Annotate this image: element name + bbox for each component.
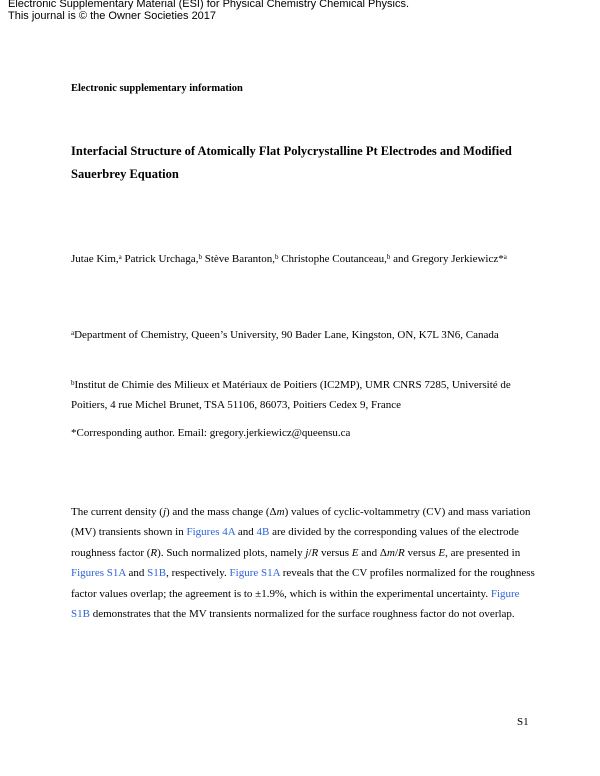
- math-var: R: [150, 546, 158, 559]
- affiliation-marker: b: [386, 253, 391, 261]
- text-run: and: [235, 526, 257, 539]
- text-run: /: [394, 546, 399, 559]
- affiliation-marker: a: [503, 253, 507, 261]
- affiliation-text: Institut de Chimie des Milieux et Matériaux de Poitiers (IC2MP), UMR CNRS 7285, Université de Poitiers, 4 rue Michel Brunet, TSA 51106, 86073, Poitiers Cedex 9, France: [71, 379, 511, 411]
- esi-journal-header: [8, 0, 409, 22]
- affiliation-marker: b: [71, 379, 75, 387]
- page-number: S1: [517, 716, 529, 728]
- math-var: R: [398, 546, 405, 559]
- text-run: are divided by the corresponding values of the electrode roughness factor (: [71, 526, 519, 559]
- author-name: Patrick Urchaga,: [121, 253, 199, 265]
- math-var: j: [162, 506, 166, 518]
- text-run: demonstrates that the MV transients normalized for the surface roughness factor do not overlap.: [89, 608, 515, 621]
- affiliation-marker: a: [71, 329, 75, 337]
- text-run: and: [125, 567, 148, 580]
- text-run: and Δ: [358, 546, 387, 559]
- text-run: reveals that the CV profiles normalized for the roughness factor values overlap; the agreement is to ±1.9%, which is within the experimental uncertainty.: [71, 567, 535, 600]
- text-run: ). Such normalized plots, namely: [157, 546, 306, 559]
- text-run: ) values of cyclic-voltammetry (CV) and mass variation (MV) transients shown in: [71, 506, 531, 539]
- paper-title: Interfacial Structure of Atomically Flat Polycrystalline Pt Electrodes and Modified Sauerbrey Equation: [71, 144, 512, 181]
- affiliation-marker: b: [198, 253, 202, 261]
- math-var: m: [276, 506, 285, 518]
- affiliation-b: [71, 375, 541, 415]
- figure-s1a-link[interactable]: Figures S1A: [71, 567, 126, 580]
- esi-label: Electronic supplementary information: [71, 83, 243, 94]
- corresponding-author: *Corresponding author. Email: gregory.jerkiewicz@queensu.ca: [71, 427, 351, 439]
- text-run: /: [308, 546, 312, 559]
- text-run: The current density (: [71, 506, 163, 518]
- affiliation-text: Department of Chemistry, Queen’s University, 90 Bader Lane, Kingston, ON, K7L 3N6, Canada: [74, 329, 499, 341]
- figure-s1b-link[interactable]: Figure S1B: [71, 587, 520, 621]
- text-run: versus: [318, 546, 352, 559]
- figure-s1b-link[interactable]: S1B: [147, 567, 167, 580]
- esi-header-line2: This journal is © the Owner Societies 2017: [8, 10, 217, 22]
- math-var: R: [311, 546, 319, 559]
- esi-header-line1: Electronic Supplementary Material (ESI) for Physical Chemistry Chemical Physics.: [8, 0, 410, 10]
- math-var: E: [438, 546, 446, 559]
- affiliation-a: [71, 325, 541, 345]
- author-name: and Gregory Jerkiewicz*: [390, 253, 504, 265]
- body-paragraph: [71, 502, 536, 624]
- text-run: ) and the mass change (Δ: [166, 506, 277, 518]
- affiliation-marker: a: [118, 253, 122, 261]
- text-run: , respectively.: [166, 567, 230, 580]
- figure-4a-link[interactable]: Figures 4A: [186, 526, 236, 539]
- math-var: j: [305, 546, 309, 559]
- author-name: Stève Baranton,: [201, 253, 275, 265]
- math-var: m: [387, 546, 395, 559]
- author-list: [71, 249, 531, 269]
- text-run: , are presented in: [445, 546, 521, 559]
- math-var: E: [351, 546, 359, 559]
- affiliation-marker: b: [274, 253, 279, 261]
- figure-s1a-link[interactable]: Figure S1A: [229, 567, 280, 580]
- author-name: Jutae Kim,: [71, 253, 119, 265]
- author-name: Christophe Coutanceau,: [278, 253, 387, 265]
- figure-4b-link[interactable]: 4B: [256, 526, 270, 539]
- text-run: versus: [404, 546, 439, 559]
